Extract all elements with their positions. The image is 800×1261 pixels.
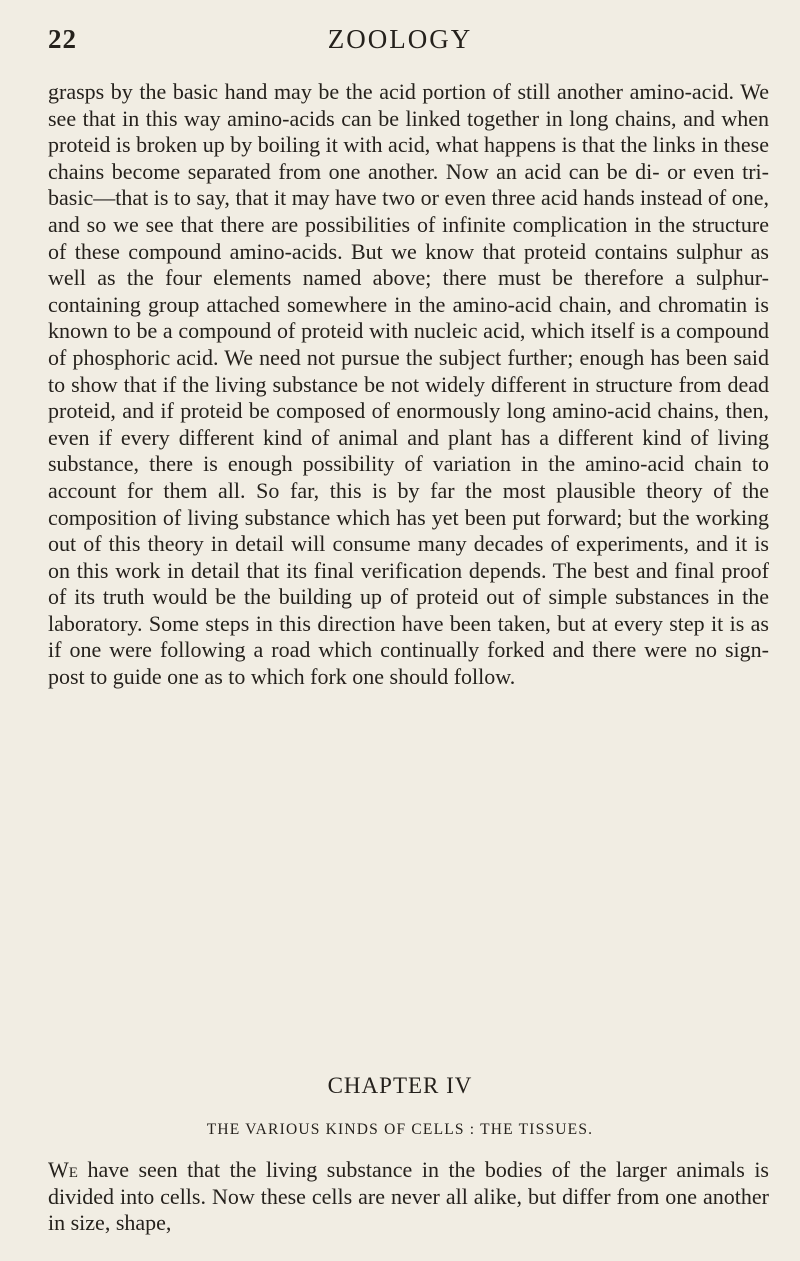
- continued-paragraph: grasps by the basic hand may be the acid portion of still another amino-acid. We see that in this way amino-acids can be linked together in long chains, and when proteid is broken up by boiling it with acid, what happens is that the links in these chains become separated from one another. Now an acid can be di- or even tri-basic—that is to say, that it may have two or even three acid hands instead of one, and so we see that there are possibilities of infinite complication in the structure of these compound amino-acids. But we know that proteid contains sulphur as well as the four elements named above; there must be therefore a sulphur-containing group attached somewhere in the amino-acid chain, and chromatin is known to be a compound of proteid with nucleic acid, which itself is a compound of phosphoric acid. We need not pursue the subject further; enough has been said to show that if the living substance be not widely different in structure from dead proteid, and if proteid be composed of enormously long amino-acid chains, then, even if every different kind of animal and plant has a different kind of living substance, there is enough possibility of variation in the amino-acid chain to account for them all. So far, this is by far the most plausible theory of the composition of living substance which has yet been put forward; but the working out of this theory in detail will consume many decades of experiments, and it is on this work in detail that its final verification depends. The best and final proof of its truth would be the building up of proteid out of simple substances in the laboratory. Some steps in this direction have been taken, but at every step it is as if one were following a road which continually forked and there were no sign-post to guide one as to which fork one should follow.: [48, 79, 769, 690]
- chapter-heading: CHAPTER IV: [327, 1073, 473, 1098]
- page-number: 22: [48, 24, 77, 54]
- running-title: ZOOLOGY: [327, 24, 473, 54]
- chapter-opening-paragraph: [48, 1157, 769, 1237]
- opening-word: We: [48, 1157, 78, 1182]
- opening-text: have seen that the living substance in the bodies of the larger animals is divided into cells. Now these cells are never all alike, but differ from one another in size, shape,: [48, 1157, 769, 1236]
- running-header: [48, 24, 752, 60]
- chapter-subheading: THE VARIOUS KINDS OF CELLS : THE TISSUES.: [206, 1121, 594, 1138]
